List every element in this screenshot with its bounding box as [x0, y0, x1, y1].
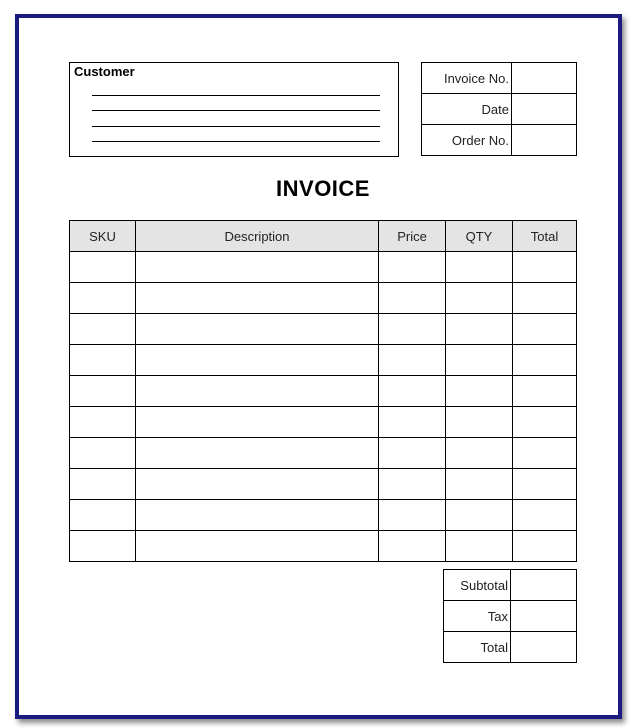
cell-description: [136, 345, 379, 376]
header-sku: SKU: [70, 221, 136, 252]
info-row-date: [422, 94, 577, 125]
cell-description: [136, 376, 379, 407]
cell-qty: [446, 376, 513, 407]
customer-line: [92, 126, 380, 127]
cell-sku: [70, 500, 136, 531]
customer-box: [69, 62, 399, 157]
order-no-value: [512, 125, 577, 156]
cell-price: [379, 345, 446, 376]
cell-description: [136, 252, 379, 283]
cell-description: [136, 469, 379, 500]
table-row: [70, 252, 577, 283]
cell-sku: [70, 252, 136, 283]
total-label: Total: [444, 632, 511, 663]
cell-qty: [446, 500, 513, 531]
customer-line: [92, 95, 380, 96]
cell-qty: [446, 531, 513, 562]
cell-price: [379, 252, 446, 283]
cell-qty: [446, 438, 513, 469]
totals-row-subtotal: [444, 570, 577, 601]
cell-qty: [446, 407, 513, 438]
cell-description: [136, 283, 379, 314]
cell-qty: [446, 283, 513, 314]
cell-price: [379, 376, 446, 407]
header-qty: QTY: [446, 221, 513, 252]
line-items-table: [69, 220, 577, 562]
tax-value: [511, 601, 577, 632]
cell-sku: [70, 345, 136, 376]
table-row: [70, 469, 577, 500]
invoice-title: INVOICE: [276, 176, 370, 201]
cell-price: [379, 438, 446, 469]
cell-total: [513, 531, 577, 562]
cell-total: [513, 407, 577, 438]
cell-total: [513, 314, 577, 345]
tax-label: Tax: [444, 601, 511, 632]
total-value: [511, 632, 577, 663]
table-row: [70, 438, 577, 469]
cell-sku: [70, 376, 136, 407]
cell-sku: [70, 314, 136, 345]
table-row: [70, 500, 577, 531]
header-row: [70, 221, 577, 252]
totals-row-tax: [444, 601, 577, 632]
invoice-info-table: [421, 62, 577, 156]
table-row: [70, 345, 577, 376]
cell-total: [513, 500, 577, 531]
header-total: Total: [513, 221, 577, 252]
cell-qty: [446, 314, 513, 345]
table-row: [70, 376, 577, 407]
header-description: Description: [136, 221, 379, 252]
cell-description: [136, 531, 379, 562]
cell-price: [379, 314, 446, 345]
cell-price: [379, 500, 446, 531]
invoice-no-value: [512, 63, 577, 94]
cell-price: [379, 469, 446, 500]
cell-description: [136, 314, 379, 345]
header-price: Price: [379, 221, 446, 252]
customer-label: Customer: [74, 64, 135, 79]
cell-description: [136, 500, 379, 531]
cell-description: [136, 438, 379, 469]
cell-total: [513, 283, 577, 314]
cell-total: [513, 376, 577, 407]
table-row: [70, 407, 577, 438]
cell-total: [513, 345, 577, 376]
cell-sku: [70, 531, 136, 562]
cell-total: [513, 252, 577, 283]
cell-sku: [70, 438, 136, 469]
customer-line: [92, 110, 380, 111]
subtotal-label: Subtotal: [444, 570, 511, 601]
info-row-invoice-no: [422, 63, 577, 94]
line-items-body: [70, 252, 577, 562]
cell-qty: [446, 469, 513, 500]
customer-line: [92, 141, 380, 142]
cell-description: [136, 407, 379, 438]
cell-sku: [70, 407, 136, 438]
cell-price: [379, 531, 446, 562]
info-row-order-no: [422, 125, 577, 156]
cell-price: [379, 283, 446, 314]
cell-total: [513, 469, 577, 500]
cell-sku: [70, 469, 136, 500]
date-value: [512, 94, 577, 125]
table-row: [70, 314, 577, 345]
invoice-no-label: Invoice No.: [422, 63, 512, 94]
cell-qty: [446, 345, 513, 376]
totals-table: [443, 569, 577, 663]
cell-sku: [70, 283, 136, 314]
cell-price: [379, 407, 446, 438]
totals-row-total: [444, 632, 577, 663]
cell-qty: [446, 252, 513, 283]
subtotal-value: [511, 570, 577, 601]
order-no-label: Order No.: [422, 125, 512, 156]
table-row: [70, 283, 577, 314]
table-row: [70, 531, 577, 562]
date-label: Date: [422, 94, 512, 125]
cell-total: [513, 438, 577, 469]
